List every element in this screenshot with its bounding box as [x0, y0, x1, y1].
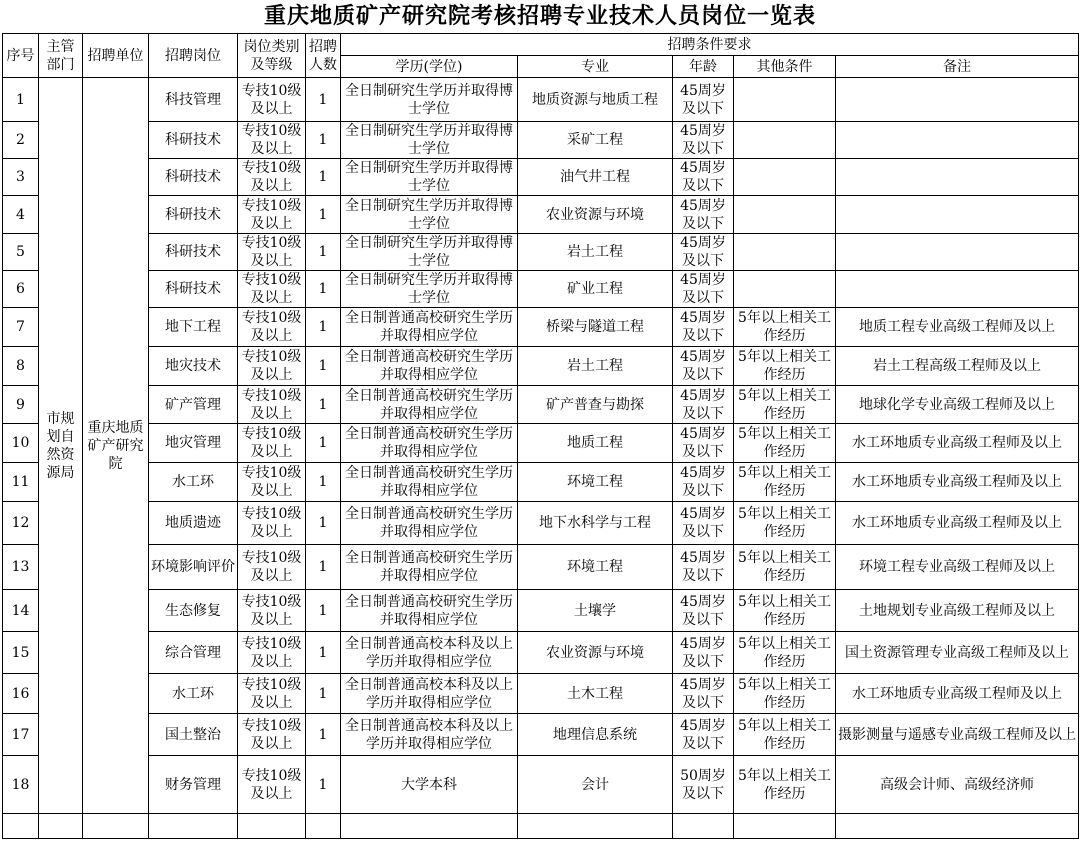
- cell-seq: 5: [3, 234, 39, 271]
- header-remark: 备注: [836, 56, 1079, 78]
- cell-post: 地灾技术: [149, 347, 238, 386]
- cell-education: 全日制普通高校本科及以上学历并取得相应学位: [341, 714, 518, 756]
- cell-education: 全日制普通高校研究生学历并取得相应学位: [341, 386, 518, 424]
- header-row-1: [3, 34, 1079, 56]
- cell-major: 环境工程: [518, 545, 673, 590]
- cell-seq: 15: [3, 632, 39, 674]
- cell-other: 5年以上相关工作经历: [734, 714, 836, 756]
- header-seq: 序号: [3, 34, 39, 78]
- cell-remark: [836, 271, 1079, 308]
- cell-education: 全日制研究生学历并取得博士学位: [341, 196, 518, 234]
- cell-major: 油气井工程: [518, 159, 673, 196]
- cell-major: 岩土工程: [518, 347, 673, 386]
- cell-count: 1: [306, 424, 341, 463]
- cell-unit: 重庆地质矿产研究院: [83, 78, 149, 814]
- cell-major: 农业资源与环境: [518, 632, 673, 674]
- cell-category: 专技10级及以上: [238, 463, 306, 502]
- cell-other: 5年以上相关工作经历: [734, 674, 836, 714]
- cell-remark: 水工环地质专业高级工程师及以上: [836, 674, 1079, 714]
- cell-other: 5年以上相关工作经历: [734, 424, 836, 463]
- cell-post: 水工环: [149, 674, 238, 714]
- cell-count: 1: [306, 502, 341, 545]
- cell-seq: 12: [3, 502, 39, 545]
- cell-count: 1: [306, 714, 341, 756]
- cell-major: 矿业工程: [518, 271, 673, 308]
- cell-seq: 16: [3, 674, 39, 714]
- header-requirements: 招聘条件要求: [341, 34, 1079, 56]
- cell-remark: [836, 78, 1079, 122]
- cell-education: 全日制普通高校研究生学历并取得相应学位: [341, 347, 518, 386]
- header-post: 招聘岗位: [149, 34, 238, 78]
- cell-major: 桥梁与隧道工程: [518, 308, 673, 347]
- header-education: 学历(学位): [341, 56, 518, 78]
- cell-seq: 13: [3, 545, 39, 590]
- cell-remark: 地球化学专业高级工程师及以上: [836, 386, 1079, 424]
- cell-age: 45周岁及以下: [673, 386, 734, 424]
- cell-category: 专技10级及以上: [238, 590, 306, 632]
- table-row: [3, 78, 1079, 122]
- cell-category: 专技10级及以上: [238, 308, 306, 347]
- cell-department: 市规划自然资源局: [39, 78, 83, 814]
- cell-major: 地质资源与地质工程: [518, 78, 673, 122]
- cell-remark: 水工环地质专业高级工程师及以上: [836, 502, 1079, 545]
- cell-education: 全日制研究生学历并取得博士学位: [341, 159, 518, 196]
- cell-age: 45周岁及以下: [673, 234, 734, 271]
- cell-age: 45周岁及以下: [673, 545, 734, 590]
- cell-education: 全日制普通高校研究生学历并取得相应学位: [341, 590, 518, 632]
- cell-age: 45周岁及以下: [673, 674, 734, 714]
- cell-count: 1: [306, 271, 341, 308]
- cell-category: 专技10级及以上: [238, 347, 306, 386]
- cell-category: 专技10级及以上: [238, 78, 306, 122]
- cell-seq: 11: [3, 463, 39, 502]
- cell-seq: 17: [3, 714, 39, 756]
- cell-other: [734, 234, 836, 271]
- table-row: [3, 463, 1079, 502]
- cell-post: 地灾管理: [149, 424, 238, 463]
- cell-other: 5年以上相关工作经历: [734, 463, 836, 502]
- cell-education: 全日制研究生学历并取得博士学位: [341, 271, 518, 308]
- header-dept: 主管部门: [39, 34, 83, 78]
- cell-major: 农业资源与环境: [518, 196, 673, 234]
- cell-count: 1: [306, 159, 341, 196]
- cell-remark: 环境工程专业高级工程师及以上: [836, 545, 1079, 590]
- table-row: [3, 714, 1079, 756]
- table-row: [3, 159, 1079, 196]
- cell-count: 1: [306, 234, 341, 271]
- cell-major: 环境工程: [518, 463, 673, 502]
- cell-seq: 14: [3, 590, 39, 632]
- cell-education: 全日制普通高校本科及以上学历并取得相应学位: [341, 674, 518, 714]
- cell-remark: 水工环地质专业高级工程师及以上: [836, 424, 1079, 463]
- cell-post: 科研技术: [149, 159, 238, 196]
- cell-age: 50周岁及以下: [673, 756, 734, 814]
- cell-remark: 摄影测量与遥感专业高级工程师及以上: [836, 714, 1079, 756]
- cell-seq: 8: [3, 347, 39, 386]
- cell-category: 专技10级及以上: [238, 234, 306, 271]
- cell-major: 会计: [518, 756, 673, 814]
- cell-age: 45周岁及以下: [673, 271, 734, 308]
- cell-other: [734, 196, 836, 234]
- cell-remark: [836, 234, 1079, 271]
- header-age: 年龄: [673, 56, 734, 78]
- cell-count: 1: [306, 463, 341, 502]
- cell-category: 专技10级及以上: [238, 122, 306, 159]
- cell-major: 岩土工程: [518, 234, 673, 271]
- cell-post: 综合管理: [149, 632, 238, 674]
- cell-age: 45周岁及以下: [673, 590, 734, 632]
- cell-other: [734, 271, 836, 308]
- cell-post: 矿产管理: [149, 386, 238, 424]
- cell-count: 1: [306, 590, 341, 632]
- cell-major: 采矿工程: [518, 122, 673, 159]
- cell-education: 全日制研究生学历并取得博士学位: [341, 122, 518, 159]
- cell-other: [734, 122, 836, 159]
- cell-education: 全日制普通高校研究生学历并取得相应学位: [341, 502, 518, 545]
- table-row: [3, 196, 1079, 234]
- cell-seq: 7: [3, 308, 39, 347]
- cell-count: 1: [306, 308, 341, 347]
- header-unit: 招聘单位: [83, 34, 149, 78]
- table-row: [3, 347, 1079, 386]
- header-major: 专业: [518, 56, 673, 78]
- cell-post: 科技管理: [149, 78, 238, 122]
- table-row: [3, 308, 1079, 347]
- cell-seq: 3: [3, 159, 39, 196]
- cell-seq: 1: [3, 78, 39, 122]
- cell-remark: 地质工程专业高级工程师及以上: [836, 308, 1079, 347]
- cell-category: 专技10级及以上: [238, 632, 306, 674]
- cell-other: 5年以上相关工作经历: [734, 502, 836, 545]
- header-count: 招聘人数: [306, 34, 341, 78]
- cell-category: 专技10级及以上: [238, 545, 306, 590]
- cell-education: 全日制普通高校研究生学历并取得相应学位: [341, 424, 518, 463]
- cell-post: 水工环: [149, 463, 238, 502]
- cell-category: 专技10级及以上: [238, 756, 306, 814]
- cell-remark: 高级会计师、高级经济师: [836, 756, 1079, 814]
- cell-age: 45周岁及以下: [673, 78, 734, 122]
- table-row: [3, 122, 1079, 159]
- cell-seq: 10: [3, 424, 39, 463]
- table-row: [3, 271, 1079, 308]
- table-row: [3, 386, 1079, 424]
- cell-count: 1: [306, 386, 341, 424]
- page-title: 重庆地质矿产研究院考核招聘专业技术人员岗位一览表: [263, 4, 816, 29]
- cell-post: 科研技术: [149, 271, 238, 308]
- cell-age: 45周岁及以下: [673, 463, 734, 502]
- header-other: 其他条件: [734, 56, 836, 78]
- cell-category: 专技10级及以上: [238, 674, 306, 714]
- cell-count: 1: [306, 122, 341, 159]
- cell-age: 45周岁及以下: [673, 347, 734, 386]
- cell-category: 专技10级及以上: [238, 159, 306, 196]
- cell-major: 地理信息系统: [518, 714, 673, 756]
- cell-remark: 岩土工程高级工程师及以上: [836, 347, 1079, 386]
- cell-post: 科研技术: [149, 234, 238, 271]
- cell-count: 1: [306, 347, 341, 386]
- cell-remark: 土地规划专业高级工程师及以上: [836, 590, 1079, 632]
- cell-age: 45周岁及以下: [673, 632, 734, 674]
- cell-education: 全日制普通高校研究生学历并取得相应学位: [341, 463, 518, 502]
- cell-post: 科研技术: [149, 196, 238, 234]
- cell-age: 45周岁及以下: [673, 424, 734, 463]
- cell-education: 全日制研究生学历并取得博士学位: [341, 78, 518, 122]
- cell-category: 专技10级及以上: [238, 386, 306, 424]
- cell-seq: 18: [3, 756, 39, 814]
- table-row: [3, 632, 1079, 674]
- cell-age: 45周岁及以下: [673, 502, 734, 545]
- cell-count: 1: [306, 545, 341, 590]
- header-category: 岗位类别及等级: [238, 34, 306, 78]
- cell-category: 专技10级及以上: [238, 196, 306, 234]
- cell-age: 45周岁及以下: [673, 196, 734, 234]
- cell-remark: [836, 196, 1079, 234]
- cell-other: 5年以上相关工作经历: [734, 632, 836, 674]
- table-row: [3, 234, 1079, 271]
- positions-table: [2, 33, 1079, 839]
- cell-count: 1: [306, 756, 341, 814]
- cell-age: 45周岁及以下: [673, 714, 734, 756]
- cell-category: 专技10级及以上: [238, 502, 306, 545]
- cell-other: 5年以上相关工作经历: [734, 756, 836, 814]
- cell-post: 地下工程: [149, 308, 238, 347]
- cell-category: 专技10级及以上: [238, 714, 306, 756]
- cell-count: 1: [306, 674, 341, 714]
- cell-other: [734, 78, 836, 122]
- cell-count: 1: [306, 78, 341, 122]
- cell-major: 土壤学: [518, 590, 673, 632]
- cell-category: 专技10级及以上: [238, 271, 306, 308]
- cell-remark: [836, 122, 1079, 159]
- cell-remark: 水工环地质专业高级工程师及以上: [836, 463, 1079, 502]
- cell-post: 科研技术: [149, 122, 238, 159]
- cell-post: 财务管理: [149, 756, 238, 814]
- cell-seq: 6: [3, 271, 39, 308]
- cell-seq: 2: [3, 122, 39, 159]
- table-row: [3, 756, 1079, 814]
- cell-major: 矿产普查与勘探: [518, 386, 673, 424]
- cell-age: 45周岁及以下: [673, 122, 734, 159]
- cell-seq: 9: [3, 386, 39, 424]
- cell-category: 专技10级及以上: [238, 424, 306, 463]
- cell-age: 45周岁及以下: [673, 159, 734, 196]
- cell-post: 环境影响评价: [149, 545, 238, 590]
- table-row: [3, 424, 1079, 463]
- table-row: [3, 674, 1079, 714]
- cell-education: 全日制研究生学历并取得博士学位: [341, 234, 518, 271]
- empty-footer-row: [3, 814, 1079, 839]
- cell-education: 全日制普通高校研究生学历并取得相应学位: [341, 545, 518, 590]
- cell-other: 5年以上相关工作经历: [734, 347, 836, 386]
- cell-remark: [836, 159, 1079, 196]
- cell-post: 国土整治: [149, 714, 238, 756]
- cell-education: 大学本科: [341, 756, 518, 814]
- cell-major: 地质工程: [518, 424, 673, 463]
- cell-education: 全日制普通高校研究生学历并取得相应学位: [341, 308, 518, 347]
- cell-education: 全日制普通高校本科及以上学历并取得相应学位: [341, 632, 518, 674]
- table-row: [3, 502, 1079, 545]
- cell-post: 生态修复: [149, 590, 238, 632]
- cell-other: 5年以上相关工作经历: [734, 386, 836, 424]
- cell-post: 地质遗迹: [149, 502, 238, 545]
- cell-age: 45周岁及以下: [673, 308, 734, 347]
- cell-other: [734, 159, 836, 196]
- table-row: [3, 590, 1079, 632]
- table-row: [3, 545, 1079, 590]
- cell-seq: 4: [3, 196, 39, 234]
- cell-other: 5年以上相关工作经历: [734, 545, 836, 590]
- cell-remark: 国土资源管理专业高级工程师及以上: [836, 632, 1079, 674]
- cell-other: 5年以上相关工作经历: [734, 590, 836, 632]
- cell-other: 5年以上相关工作经历: [734, 308, 836, 347]
- cell-major: 地下水科学与工程: [518, 502, 673, 545]
- cell-count: 1: [306, 632, 341, 674]
- cell-major: 土木工程: [518, 674, 673, 714]
- cell-count: 1: [306, 196, 341, 234]
